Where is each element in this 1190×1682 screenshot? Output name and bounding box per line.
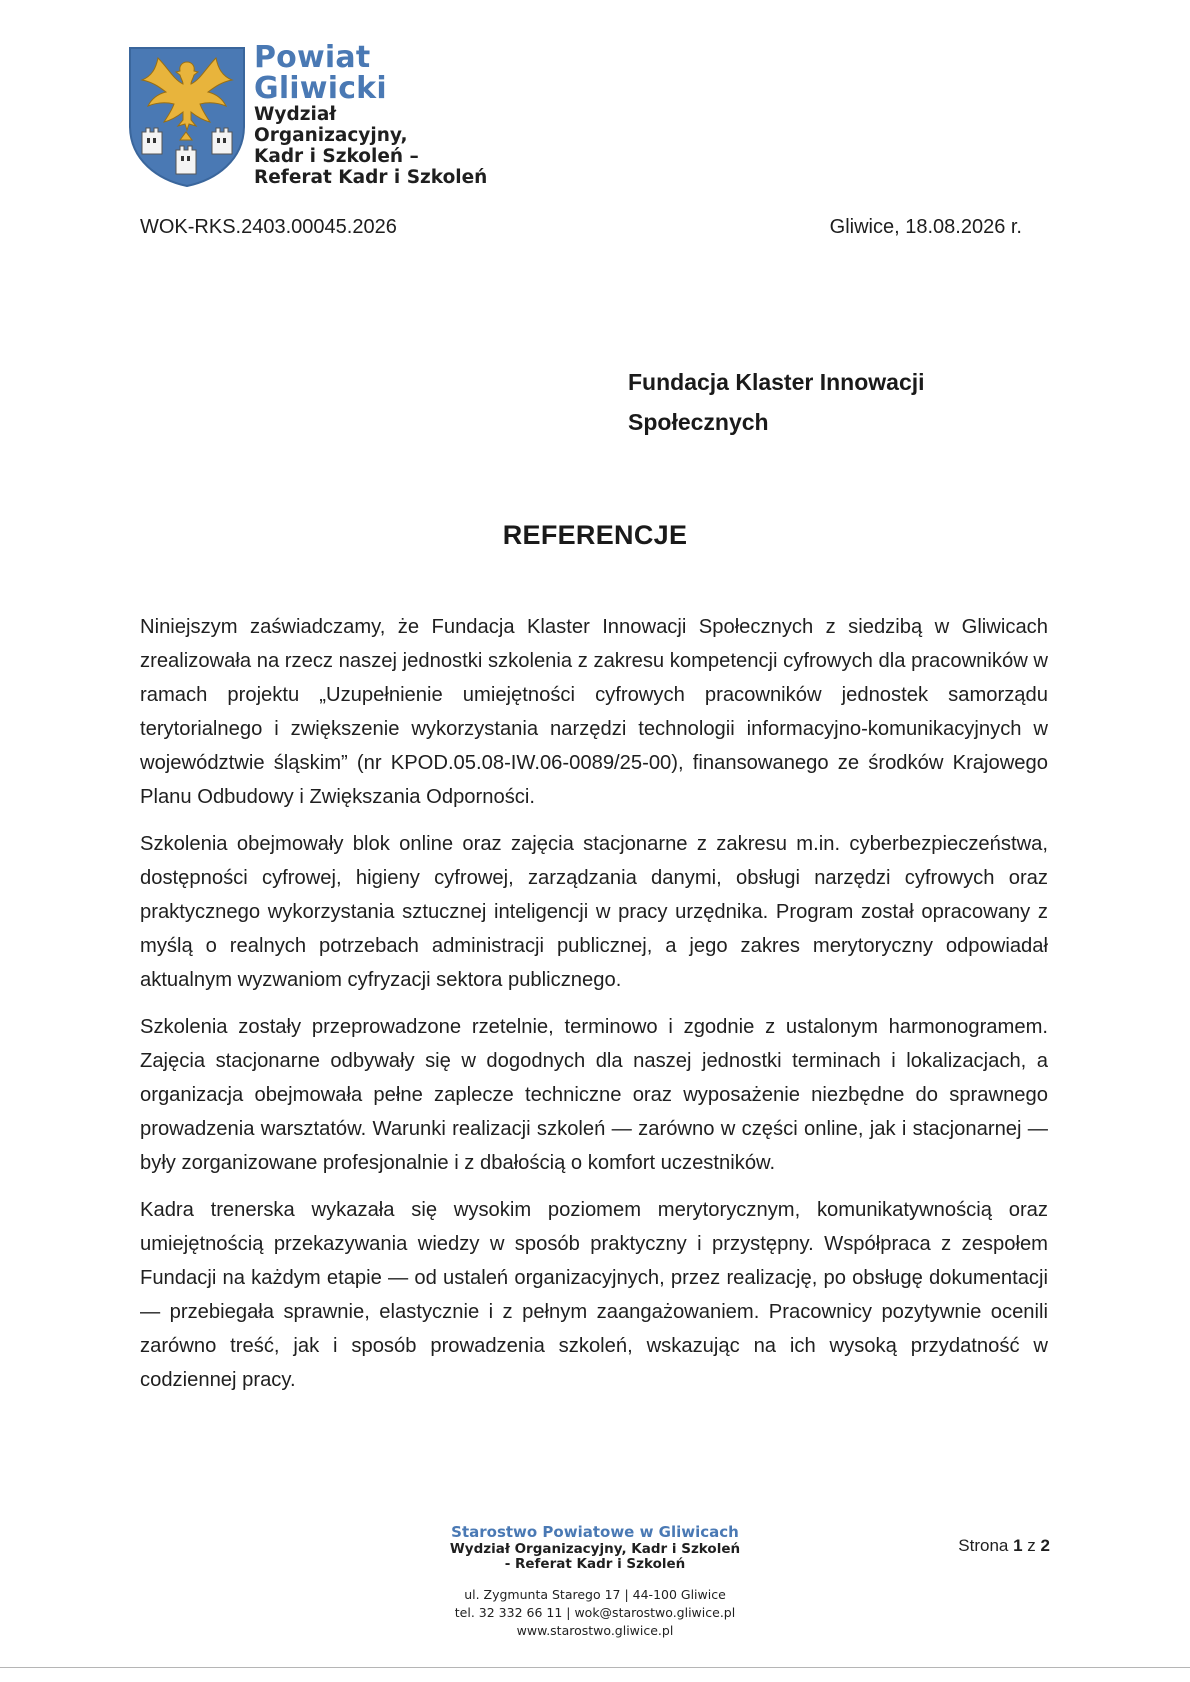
page-total: 2 (1040, 1536, 1050, 1555)
letterhead (128, 40, 488, 188)
dept-line-1: Wydział (254, 104, 337, 125)
dept-line-2: Organizacyjny, (254, 125, 408, 146)
footer-contact (0, 1586, 1190, 1640)
coat-of-arms-icon (128, 46, 246, 188)
paragraph-2: Szkolenia obejmowały blok online oraz zajęcia stacjonarne z zakresu m.in. cyberbezpieczeństwa, dostępności cyfrowej, higieny cyfrowej, zarządzania danymi, obsługi narzędzi cyfrowych oraz praktycznego wykorzystania sztucznej inteligencji w pracy urzędnika. Program został opracowany z myślą o realnych potrzebach administracji publicznej, a jego zakres merytoryczny odpowiadał aktualnym wyzwaniom cyfryzacji sektora publicznego. (140, 833, 1048, 991)
recipient-line1: Fundacja Klaster Innowacji (628, 369, 925, 395)
footer-dept-line1: Wydział Organizacyjny, Kadr i Szkoleń (449, 1541, 741, 1557)
reference-number: WOK-RKS.2403.00045.2026 (140, 216, 397, 238)
paragraph-1: Niniejszym zaświadczamy, że Fundacja Klaster Innowacji Społecznych z siedzibą w Gliwicach zrealizowała na rzecz naszej jednostki szkolenia z zakresu kompetencji cyfrowych dla pracowników w ramach projektu „Uzupełnienie umiejętności cyfrowych pracowników jednostek samorządu terytorialnego i zwiększenie wykorzystania narzędzi technologii informacyjno-komunikacyjnych w województwie śląskim” (nr KPOD.05.08-IW.06-0089/25-00), finansowanego ze środków Krajowego Planu Odbudowy i Zwiększania Odporności. (140, 616, 1048, 808)
dept-line-4: Referat Kadr i Szkoleń (254, 167, 488, 188)
place-date: Gliwice, 18.08.2026 r. (829, 216, 1022, 238)
footer-phone-email: tel. 32 332 66 11 | wok@starostwo.gliwice.pl (454, 1605, 736, 1620)
org-name-line2: Gliwicki (254, 71, 387, 106)
paragraph-3: Szkolenia zostały przeprowadzone rzetelnie, terminowo i zgodnie z ustalonym harmonogramem. Zajęcia stacjonarne odbywały się w dogodnych dla naszej jednostki terminach i lokalizacjach, a organizacja obejmowała pełne zaplecze techniczne oraz wyposażenie niezbędne do sprawnego prowadzenia warsztatów. Warunki realizacji szkoleń — zarówno w części online, jak i stacjonarnej — były zorganizowane profesjonalnie i z dbałością o komfort uczestników. (140, 1016, 1048, 1174)
recipient-block (628, 362, 925, 442)
footer-org: Starostwo Powiatowe w Gliwicach (451, 1523, 739, 1541)
footer-website: www.starostwo.gliwice.pl (516, 1623, 674, 1638)
letter-body (140, 610, 1048, 1410)
dept-line-3: Kadr i Szkoleń – (254, 146, 419, 167)
org-name-line1: Powiat (254, 40, 371, 75)
footer-address: ul. Zygmunta Starego 17 | 44-100 Gliwice (464, 1587, 726, 1602)
page-prefix: Strona (958, 1536, 1009, 1555)
footer-dept-line2: - Referat Kadr i Szkoleń (504, 1556, 686, 1572)
recipient-line2: Społecznych (628, 409, 769, 435)
bottom-divider (0, 1667, 1190, 1668)
page-current: 1 (1013, 1536, 1023, 1555)
paragraph-4: Kadra trenerska wykazała się wysokim poziomem merytorycznym, komunikatywnością oraz umiejętnością przekazywania wiedzy w sposób praktyczny i przystępny. Współpraca z zespołem Fundacji na każdym etapie — od ustaleń organizacyjnych, przez realizację, po obsługę dokumentacji — przebiegała sprawnie, elastycznie i z pełnym zaangażowaniem. Pracownicy pozytywnie ocenili zarówno treść, jak i sposób prowadzenia szkoleń, wskazując na ich wysoką przydatność w codziennej pracy. (140, 1199, 1048, 1391)
document-title: REFERENCJE (502, 520, 688, 550)
page-separator: z (1027, 1536, 1036, 1555)
letterhead-text (254, 42, 487, 188)
page-indicator (958, 1536, 1050, 1556)
